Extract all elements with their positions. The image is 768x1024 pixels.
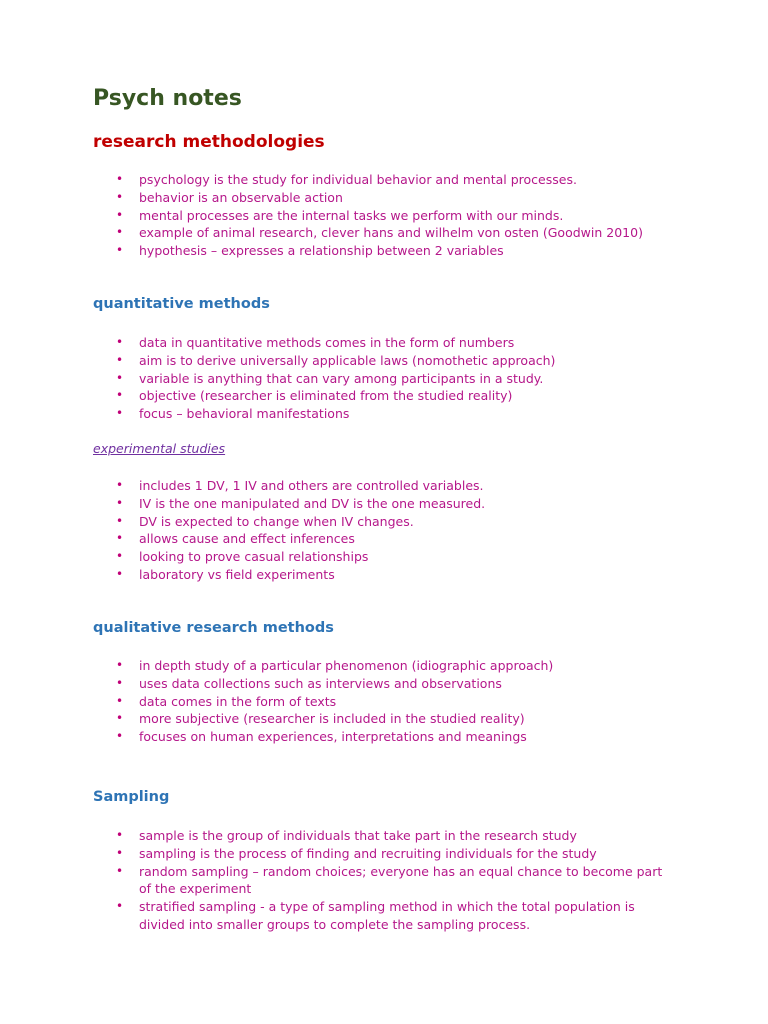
bullet-icon: • — [116, 406, 124, 421]
list-item: • random sampling – random choices; everyone has an equal chance to become part of the experiment — [116, 863, 663, 897]
list-research-methodologies — [93, 171, 673, 260]
list-item: • data comes in the form of texts — [116, 693, 337, 709]
list-qualitative-research-methods — [93, 657, 673, 746]
bullet-icon: • — [116, 729, 124, 744]
bullet-icon: • — [116, 863, 124, 878]
bullet-icon: • — [116, 845, 124, 860]
bullet-icon: • — [116, 172, 124, 186]
bullet-icon: • — [116, 352, 124, 367]
subheading-experimental-studies: experimental studies — [93, 441, 226, 456]
list-item: • focus – behavioral manifestations — [116, 406, 350, 422]
bullet-icon: • — [116, 478, 124, 492]
list-item: • hypothesis – expresses a relationship between 2 variables — [116, 243, 504, 259]
bullet-icon: • — [116, 675, 124, 690]
bullet-icon: • — [116, 495, 124, 510]
bullet-icon: • — [116, 828, 124, 842]
heading-sampling: Sampling — [93, 789, 170, 805]
list-item: • aim is to derive universally applicable laws (nomothetic approach) — [116, 352, 556, 368]
list-item: • example of animal research, clever hans and wilhelm von osten (Goodwin 2010) — [116, 225, 643, 241]
list-item: • psychology is the study for individual behavior and mental processes. — [116, 172, 577, 187]
list-item: • uses data collections such as interviews and observations — [116, 675, 502, 691]
bullet-icon: • — [116, 549, 124, 564]
bullet-icon: • — [116, 189, 124, 204]
bullet-icon: • — [116, 711, 124, 726]
list-item: • mental processes are the internal tasks we perform with our minds. — [116, 207, 564, 223]
list-item: • behavior is an observable action — [116, 189, 343, 205]
list-item: • DV is expected to change when IV changes. — [116, 513, 414, 529]
bullet-icon: • — [116, 566, 124, 581]
heading-quantitative-methods: quantitative methods — [93, 296, 270, 312]
bullet-icon: • — [116, 693, 124, 708]
list-item: • more subjective (researcher is included in the studied reality) — [116, 711, 525, 727]
list-item: • IV is the one manipulated and DV is the one measured. — [116, 495, 486, 511]
list-item: • sample is the group of individuals that take part in the research study — [116, 828, 577, 843]
bullet-icon: • — [116, 225, 124, 240]
list-quantitative-methods — [93, 334, 673, 423]
bullet-icon: • — [116, 243, 124, 258]
list-experimental-studies — [93, 477, 673, 584]
document-title: Psych notes — [93, 86, 242, 111]
bullet-icon: • — [116, 531, 124, 546]
bullet-icon: • — [116, 370, 124, 385]
list-item: • laboratory vs field experiments — [116, 566, 335, 582]
list-item: • sampling is the process of finding and recruiting individuals for the study — [116, 845, 597, 861]
bullet-icon: • — [116, 513, 124, 528]
bullet-icon: • — [116, 388, 124, 403]
bullet-icon: • — [116, 335, 124, 349]
list-sampling — [93, 827, 673, 934]
list-item: • variable is anything that can vary among participants in a study. — [116, 370, 544, 386]
heading-qualitative-research-methods: qualitative research methods — [93, 620, 334, 636]
list-item: • allows cause and effect inferences — [116, 531, 355, 547]
list-item: • includes 1 DV, 1 IV and others are controlled variables. — [116, 478, 484, 493]
list-item: • objective (researcher is eliminated from the studied reality) — [116, 388, 513, 404]
list-item: • data in quantitative methods comes in the form of numbers — [116, 335, 515, 350]
list-item: • in depth study of a particular phenomenon (idiographic approach) — [116, 658, 554, 673]
heading-research-methodologies: research methodologies — [93, 132, 325, 152]
bullet-icon: • — [116, 899, 124, 914]
list-item: • looking to prove casual relationships — [116, 549, 369, 565]
bullet-icon: • — [116, 658, 124, 672]
list-item: • focuses on human experiences, interpretations and meanings — [116, 729, 527, 745]
list-item: • stratified sampling - a type of sampling method in which the total population is divided into smaller groups to complete the sampling process. — [116, 899, 635, 932]
bullet-icon: • — [116, 207, 124, 222]
